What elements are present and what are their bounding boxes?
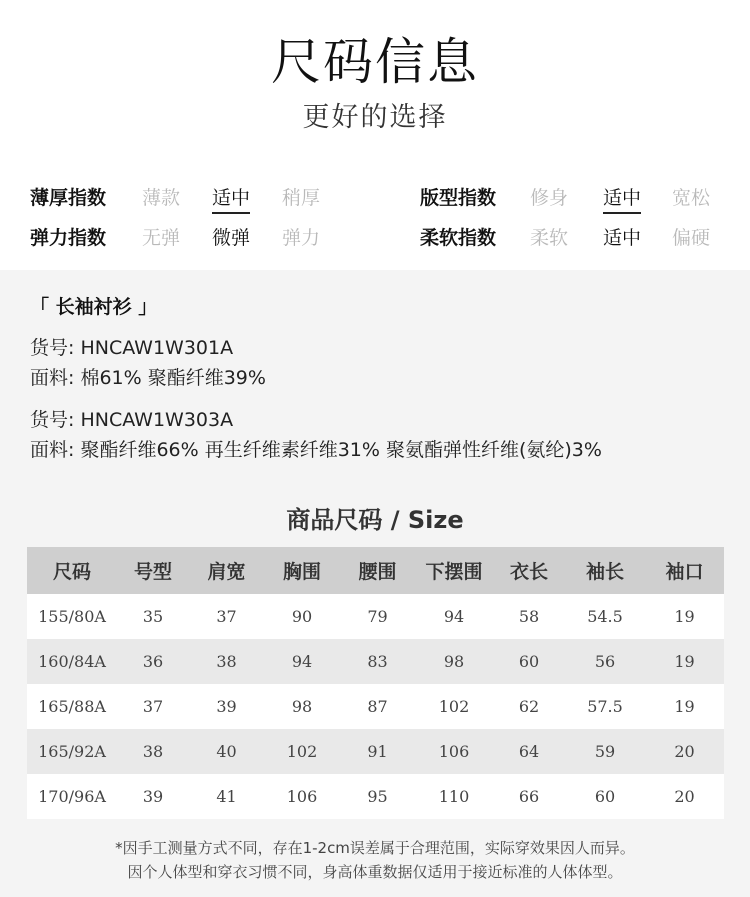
product-code-2: 货号: HNCAW1W303A xyxy=(30,409,234,431)
fit-option-slim: 修身 xyxy=(530,187,569,209)
table-cell: 160/84A xyxy=(27,639,117,684)
table-cell: 40 xyxy=(189,729,264,774)
table-cell: 83 xyxy=(340,639,415,684)
table-cell: 94 xyxy=(264,639,340,684)
table-cell: 91 xyxy=(340,729,415,774)
table-cell: 64 xyxy=(493,729,565,774)
table-cell: 19 xyxy=(645,594,724,639)
table-cell: 60 xyxy=(493,639,565,684)
thickness-option-thick: 稍厚 xyxy=(282,187,321,209)
elasticity-index-label: 弹力指数 xyxy=(30,227,107,249)
table-cell: 79 xyxy=(340,594,415,639)
table-cell: 41 xyxy=(189,774,264,819)
table-cell: 98 xyxy=(415,639,493,684)
table-cell: 102 xyxy=(415,684,493,729)
thickness-option-thin: 薄款 xyxy=(142,187,181,209)
col-header-chest: 胸围 xyxy=(264,547,340,594)
fit-index-row xyxy=(375,183,750,213)
table-row xyxy=(27,684,724,729)
table-cell: 37 xyxy=(117,684,189,729)
page-subtitle: 更好的选择 xyxy=(302,102,448,133)
table-cell: 106 xyxy=(264,774,340,819)
col-header-model: 号型 xyxy=(117,547,189,594)
fit-index-label: 版型指数 xyxy=(420,187,497,209)
table-cell: 155/80A xyxy=(27,594,117,639)
table-row xyxy=(27,729,724,774)
col-header-length: 衣长 xyxy=(493,547,565,594)
elasticity-index-row xyxy=(0,223,375,253)
table-cell: 37 xyxy=(189,594,264,639)
table-cell: 59 xyxy=(565,729,645,774)
thickness-option-medium: 适中 xyxy=(212,183,250,214)
col-header-waist: 腰围 xyxy=(340,547,415,594)
table-cell: 165/88A xyxy=(27,684,117,729)
col-header-cuff: 袖口 xyxy=(645,547,724,594)
col-header-sleeve-length: 袖长 xyxy=(565,547,645,594)
table-cell: 38 xyxy=(117,729,189,774)
softness-index-row xyxy=(375,223,750,253)
col-header-size: 尺码 xyxy=(27,547,117,594)
product-code-1: 货号: HNCAW1W301A xyxy=(30,337,234,359)
table-row xyxy=(27,594,724,639)
page-title: 尺码信息 xyxy=(271,33,479,91)
table-cell: 57.5 xyxy=(565,684,645,729)
table-cell: 165/92A xyxy=(27,729,117,774)
elasticity-option-stretch: 弹力 xyxy=(282,227,321,249)
softness-option-soft: 柔软 xyxy=(530,227,569,249)
table-cell: 60 xyxy=(565,774,645,819)
table-cell: 39 xyxy=(189,684,264,729)
thickness-index-row xyxy=(0,183,375,213)
size-table-header-row xyxy=(27,547,724,594)
elasticity-option-none: 无弹 xyxy=(142,227,181,249)
size-table-title: 商品尺码 / Size xyxy=(286,506,464,534)
product-fabric-2: 面料: 聚酯纤维66% 再生纤维素纤维31% 聚氨酯弹性纤维(氨纶)3% xyxy=(30,439,602,461)
product-fabric-1: 面料: 棉61% 聚酯纤维39% xyxy=(30,367,266,389)
table-cell: 98 xyxy=(264,684,340,729)
table-cell: 35 xyxy=(117,594,189,639)
table-cell: 170/96A xyxy=(27,774,117,819)
col-header-shoulder: 肩宽 xyxy=(189,547,264,594)
table-row xyxy=(27,639,724,684)
product-section-title: 「 长袖衬衫 」 xyxy=(30,296,158,318)
table-cell: 94 xyxy=(415,594,493,639)
table-cell: 19 xyxy=(645,639,724,684)
measurement-note: *因手工测量方式不同，存在1-2cm误差属于合理范围，实际穿效果因人而异。 xyxy=(115,839,635,857)
table-cell: 20 xyxy=(645,729,724,774)
table-cell: 19 xyxy=(645,684,724,729)
softness-option-firm: 偏硬 xyxy=(672,227,711,249)
table-cell: 62 xyxy=(493,684,565,729)
table-cell: 54.5 xyxy=(565,594,645,639)
fit-option-loose: 宽松 xyxy=(672,187,711,209)
table-cell: 36 xyxy=(117,639,189,684)
elasticity-option-slight: 微弹 xyxy=(212,227,251,249)
table-cell: 95 xyxy=(340,774,415,819)
table-cell: 38 xyxy=(189,639,264,684)
softness-option-medium: 适中 xyxy=(603,227,642,249)
table-cell: 20 xyxy=(645,774,724,819)
fit-option-medium: 适中 xyxy=(603,183,641,214)
table-row xyxy=(27,774,724,819)
table-cell: 102 xyxy=(264,729,340,774)
body-type-note: 因个人体型和穿衣习惯不同，身高体重数据仅适用于接近标准的人体体型。 xyxy=(127,863,623,881)
table-cell: 39 xyxy=(117,774,189,819)
softness-index-label: 柔软指数 xyxy=(420,227,497,249)
table-cell: 58 xyxy=(493,594,565,639)
col-header-hem: 下摆围 xyxy=(415,547,493,594)
table-cell: 106 xyxy=(415,729,493,774)
table-cell: 110 xyxy=(415,774,493,819)
table-cell: 56 xyxy=(565,639,645,684)
table-cell: 66 xyxy=(493,774,565,819)
table-cell: 87 xyxy=(340,684,415,729)
table-cell: 90 xyxy=(264,594,340,639)
size-table xyxy=(27,547,724,819)
thickness-index-label: 薄厚指数 xyxy=(30,187,107,209)
